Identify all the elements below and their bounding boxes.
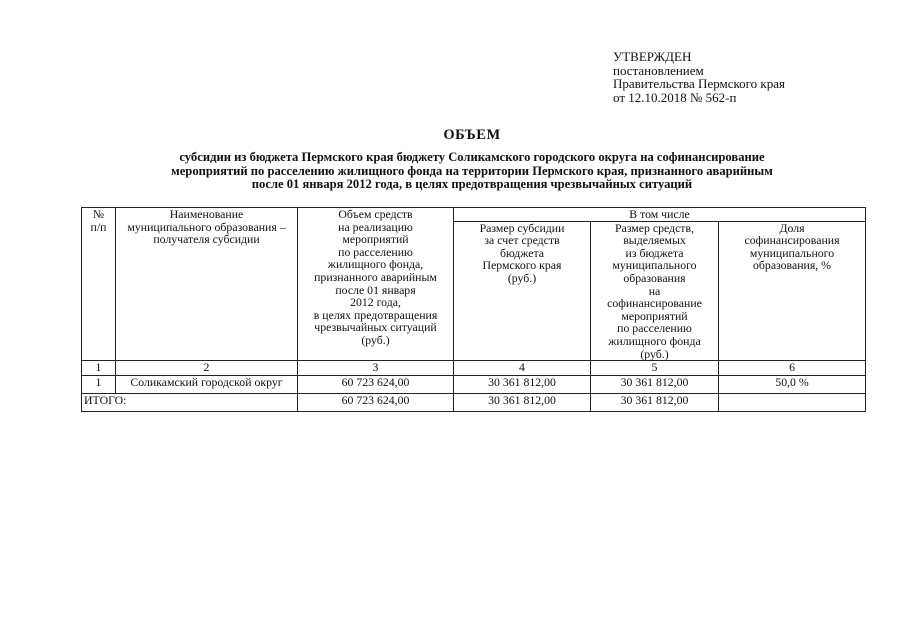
table-row — [82, 376, 866, 394]
approval-date: от 12.10.2018 № 562-п — [613, 89, 737, 105]
header-num: № п/п — [82, 208, 116, 361]
total-municipal: 30 361 812,00 — [591, 394, 719, 412]
document-subtitle: субсидии из бюджета Пермского края бюджету Соликамского городского округа на софинансирование мероприятий по расселению жилищного фонда на территории Пермского края, признанного аварийным после 01 января 2012 года, в целях предотвращения чрезвычайных ситуаций — [171, 150, 773, 191]
header-municipal: Размер средств, выделяемых из бюджета муниципального образования на софинансирование мероприятий по расселению жилищного фонда (руб.) — [591, 221, 719, 361]
header-including: В том числе — [454, 208, 866, 222]
header-share: Доля софинансирования муниципального образования, % — [719, 221, 866, 361]
column-number: 3 — [298, 361, 454, 376]
row-share: 50,0 % — [719, 376, 866, 394]
row-subsidy: 30 361 812,00 — [454, 376, 591, 394]
header-subsidy: Размер субсидии за счет средств бюджета Пермского края (руб.) — [454, 221, 591, 361]
total-label: ИТОГО: — [82, 394, 298, 412]
total-row — [82, 394, 866, 412]
column-number: 5 — [591, 361, 719, 376]
row-name: Соликамский городской округ — [116, 376, 298, 394]
total-volume: 60 723 624,00 — [298, 394, 454, 412]
approval-line: постановлением — [613, 62, 704, 78]
approval-block — [613, 50, 785, 104]
document-heading — [100, 127, 844, 192]
row-volume: 60 723 624,00 — [298, 376, 454, 394]
total-share — [719, 394, 866, 412]
header-name: Наименование муниципального образования – получателя субсидии — [116, 208, 298, 361]
approval-title: УТВЕРЖДЕН — [613, 49, 692, 64]
subsidy-table — [81, 207, 866, 412]
column-number: 2 — [116, 361, 298, 376]
row-num: 1 — [82, 376, 116, 394]
header-volume: Объем средств на реализацию мероприятий по расселению жилищного фонда, признанного аварийным после 01 января 2012 года, в целях предотвращения чрезвычайных ситуаций (руб.) — [298, 208, 454, 361]
column-number-row — [82, 361, 866, 376]
document-title: ОБЪЕМ — [443, 127, 501, 143]
approval-line: Правительства Пермского края — [613, 76, 785, 91]
row-municipal: 30 361 812,00 — [591, 376, 719, 394]
column-number: 6 — [719, 361, 866, 376]
column-number: 1 — [82, 361, 116, 376]
total-subsidy: 30 361 812,00 — [454, 394, 591, 412]
column-number: 4 — [454, 361, 591, 376]
